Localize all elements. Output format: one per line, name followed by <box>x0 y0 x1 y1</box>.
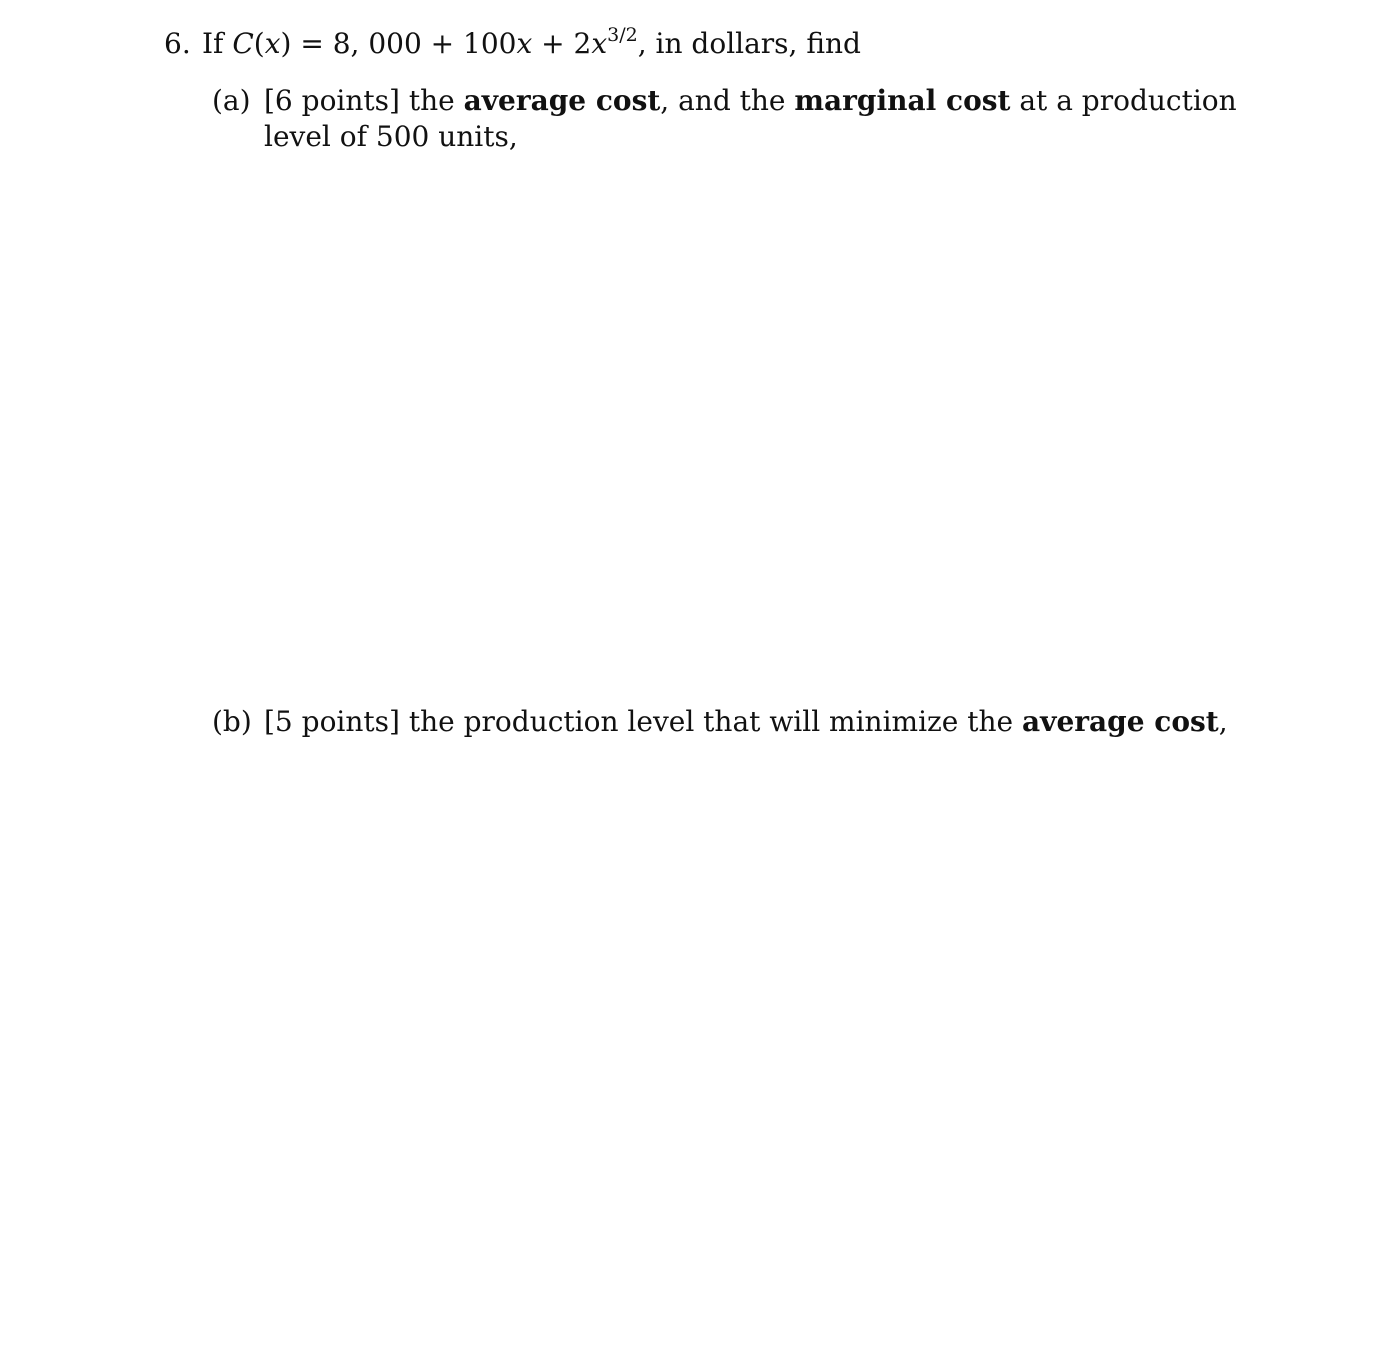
part-b-body <box>264 704 1252 740</box>
part-a-text: the <box>399 84 464 117</box>
linear-term-variable: x <box>516 27 533 60</box>
part-a-marginal-cost: marginal cost <box>794 84 1011 117</box>
part-a-average-cost: average cost <box>463 84 661 117</box>
part-a-text: at a production level of 500 units, <box>264 84 1237 153</box>
exponent: 3/2 <box>607 24 638 46</box>
part-b-answer-space[interactable] <box>212 750 1252 1310</box>
problem-intro: If <box>202 27 224 60</box>
part-b-points: [5 points] <box>264 705 400 738</box>
function-variable: x <box>264 27 281 60</box>
part-a-label: (a) <box>212 84 251 117</box>
problem-statement: 6. If C(x) = 8, $000 + 100x + 2x^{3/2}$, in dollars, find <box>164 24 861 60</box>
part-a-text: , and the <box>660 84 795 117</box>
part-a-body <box>264 83 1252 155</box>
problem-suffix: , in dollars, find <box>637 27 861 60</box>
part-a-points: [6 points] <box>264 84 400 117</box>
part-b-average-cost: average cost <box>1022 705 1219 738</box>
function-name: C <box>232 27 254 60</box>
part-a <box>212 83 1252 155</box>
part-b <box>212 704 1252 740</box>
part-b-label: (b) <box>212 705 252 738</box>
problem-number: 6. <box>164 27 191 60</box>
part-b-text: , <box>1218 705 1228 738</box>
part-a-answer-space[interactable] <box>212 160 1252 690</box>
part-b-text: the production level that will minimize the <box>399 705 1023 738</box>
power-term-variable: x <box>591 27 608 60</box>
cost-expression: ) = 8, 000 + 100 <box>280 27 517 60</box>
power-term-coefficient: + 2 <box>532 27 592 60</box>
